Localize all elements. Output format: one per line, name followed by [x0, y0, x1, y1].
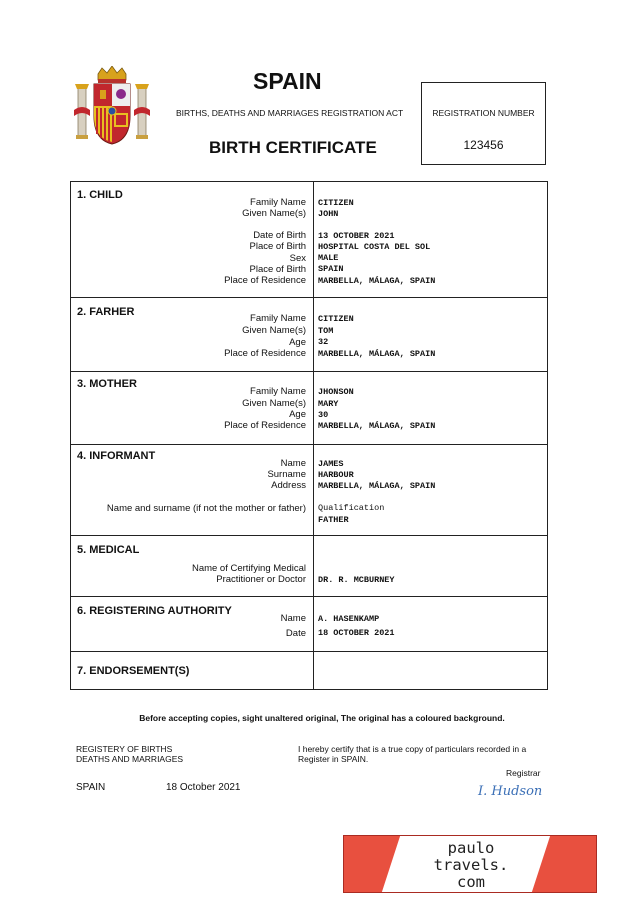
child-place-of-birth: HOSPITAL COSTA DEL SOL [318, 242, 431, 252]
field-label: Surname [267, 469, 306, 480]
field-label: Place of Birth [249, 264, 306, 275]
child-date-of-birth: 13 OCTOBER 2021 [318, 231, 395, 241]
column-divider [313, 536, 314, 596]
watermark-line-2: travels. [433, 856, 509, 874]
field-label: Sex [289, 253, 306, 264]
watermark-text [396, 840, 546, 891]
field-label: Name [280, 613, 306, 624]
mother-residence: MARBELLA, MÁLAGA, SPAIN [318, 421, 436, 431]
field-label: Family Name [250, 386, 306, 397]
mother-given-names: MARY [318, 399, 339, 409]
footer-place: SPAIN [76, 782, 106, 793]
column-divider [313, 372, 314, 444]
informant-surname: HARBOUR [318, 470, 354, 480]
section-child [70, 181, 548, 298]
section-title: 1. CHILD [77, 189, 123, 201]
column-divider [313, 298, 314, 371]
registration-act: BIRTHS, DEATHS AND MARRIAGES REGISTRATION ACT [176, 108, 404, 118]
field-label: Practitioner or Doctor [216, 574, 306, 585]
child-birth-country: SPAIN [318, 264, 344, 274]
field-label: Name of Certifying Medical [191, 563, 306, 574]
field-label: Given Name(s) [242, 208, 306, 219]
father-family-name: CITIZEN [318, 314, 354, 324]
spain-coat-of-arms-icon [72, 66, 152, 146]
watermark-line-3: com [457, 873, 485, 891]
field-label: Place of Birth [249, 241, 306, 252]
field-label: Given Name(s) [242, 398, 306, 409]
registry-line-1: REGISTERY OF BIRTHS [76, 744, 173, 754]
section-title: 2. FARHER [77, 306, 135, 318]
section-registering-authority [70, 597, 548, 652]
column-divider [313, 597, 314, 651]
father-given-names: TOM [318, 326, 334, 336]
section-title: 4. INFORMANT [77, 450, 156, 462]
field-label: Date [285, 628, 306, 639]
section-title: 3. MOTHER [77, 378, 137, 390]
field-label: Address [271, 480, 306, 491]
registration-number: 123456 [463, 138, 504, 152]
certify-line-2: Register in SPAIN. [298, 754, 369, 764]
field-label: Family Name [250, 313, 306, 324]
column-divider [313, 182, 314, 297]
authenticity-note: Before accepting copies, sight unaltered original, The original has a coloured background. [139, 713, 505, 723]
informant-address: MARBELLA, MÁLAGA, SPAIN [318, 481, 436, 491]
footer-date: 18 October 2021 [166, 782, 241, 793]
father-age: 32 [318, 337, 329, 347]
registry-line-2: DEATHS AND MARRIAGES [76, 754, 184, 764]
field-label: Place of Residence [224, 275, 306, 286]
field-label: Given Name(s) [242, 325, 306, 336]
column-divider [313, 652, 314, 689]
registrar-label: Registrar [506, 768, 541, 778]
field-label: Place of Residence [224, 348, 306, 359]
registrar-name: A. HASENKAMP [318, 614, 380, 624]
informant-name: JAMES [318, 459, 344, 469]
registration-box [421, 82, 546, 165]
section-title: 5. MEDICAL [77, 544, 140, 556]
child-given-names: JOHN [318, 209, 339, 219]
section-father [70, 298, 548, 372]
field-label: Name and surname (if not the mother or father) [106, 503, 306, 514]
mother-age: 30 [318, 410, 329, 420]
certifying-doctor: DR. R. MCBURNEY [318, 575, 395, 585]
section-medical [70, 536, 548, 597]
registration-date: 18 OCTOBER 2021 [318, 628, 395, 638]
mother-family-name: JHONSON [318, 387, 354, 397]
section-mother [70, 372, 548, 445]
field-label: Name [280, 458, 306, 469]
watermark-banner [343, 835, 597, 893]
field-label: Family Name [250, 197, 306, 208]
document-country: SPAIN [253, 68, 322, 94]
registration-label: REGISTRATION NUMBER [432, 108, 535, 118]
child-residence: MARBELLA, MÁLAGA, SPAIN [318, 276, 436, 286]
document-title: BIRTH CERTIFICATE [209, 138, 377, 157]
section-endorsements [70, 652, 548, 690]
informant-qualification: FATHER [318, 515, 349, 525]
section-title: 7. ENDORSEMENT(S) [77, 665, 190, 677]
field-label: Age [289, 409, 306, 420]
watermark-line-1: paulo [447, 839, 495, 857]
field-label: Place of Residence [224, 420, 306, 431]
registrar-signature: I. Hudson [478, 784, 543, 799]
qualification-label: Qualification [318, 503, 385, 513]
section-informant [70, 445, 548, 536]
certify-line-1: I hereby certify that is a true copy of particulars recorded in a [298, 744, 527, 754]
father-residence: MARBELLA, MÁLAGA, SPAIN [318, 349, 436, 359]
column-divider [313, 445, 314, 535]
child-sex: MALE [318, 253, 339, 263]
field-label: Date of Birth [253, 230, 306, 241]
child-family-name: CITIZEN [318, 198, 354, 208]
section-title: 6. REGISTERING AUTHORITY [77, 605, 232, 617]
field-label: Age [289, 337, 306, 348]
